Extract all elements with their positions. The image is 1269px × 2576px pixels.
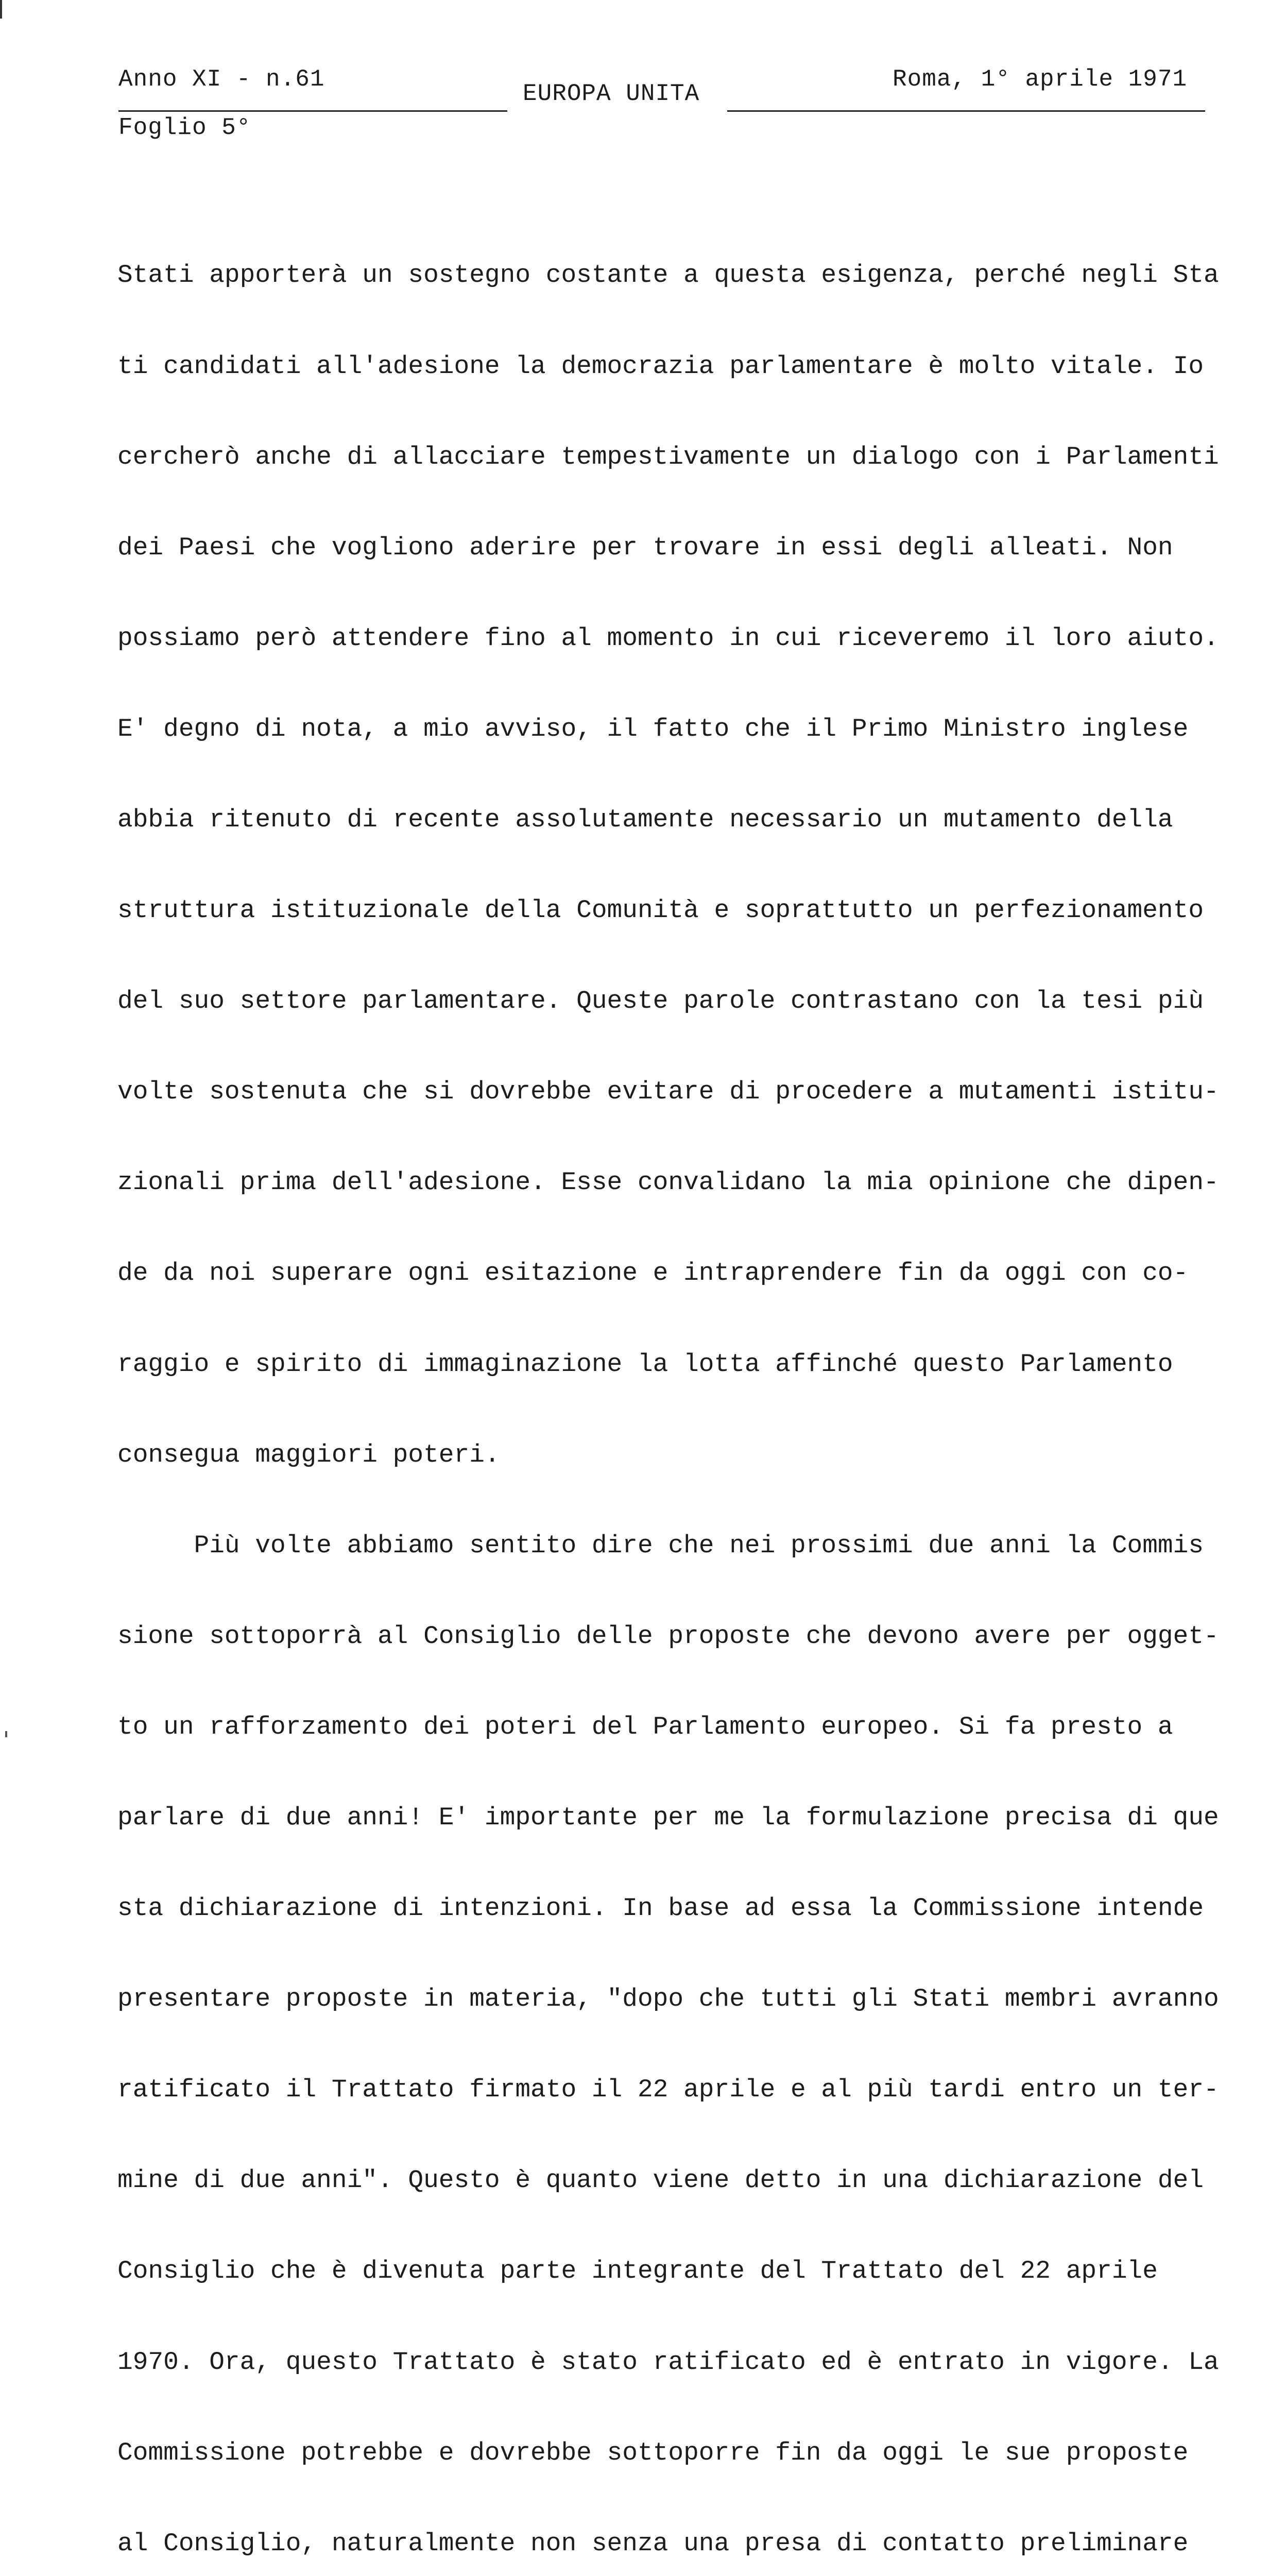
sheet-number: Foglio 5° (118, 114, 251, 141)
text-line: E' degno di nota, a mio avviso, il fatto che il Primo Ministro inglese (117, 714, 1189, 743)
text-line: del suo settore parlamentare. Queste parole contrastano con la tesi più (117, 987, 1204, 1016)
issue-number: Anno XI - n.61 (118, 66, 325, 93)
text-line: ratificato il Trattato firmato il 22 aprile e al più tardi entro un ter- (117, 2075, 1219, 2105)
text-line: Più volte abbiamo sentito dire che nei prossimi due anni la Commis (117, 1531, 1204, 1560)
text-line: sione sottoporrà al Consiglio delle proposte che devono avere per ogget- (117, 1621, 1219, 1651)
text-line: zionali prima dell'adesione. Esse convalidano la mia opinione che dipen- (117, 1168, 1219, 1197)
text-line: mine di due anni". Questo è quanto viene detto in una dichiarazione del (117, 2166, 1204, 2195)
publication-title: EUROPA UNITA (523, 80, 700, 107)
scan-edge-mark (0, 0, 2, 19)
text-line: struttura istituzionale della Comunità e soprattutto un perfezionamento (117, 896, 1204, 925)
text-line: presentare proposte in materia, "dopo che tutti gli Stati membri avranno (117, 1985, 1219, 2014)
text-line: Consiglio che è divenuta parte integrante del Trattato del 22 aprile (117, 2257, 1158, 2286)
text-line: de da noi superare ogni esitazione e intraprendere fin da oggi con co- (117, 1259, 1189, 1288)
text-line: consegua maggiori poteri. (117, 1440, 500, 1469)
text-line: possiamo però attendere fino al momento in cui riceveremo il loro aiuto. (117, 623, 1219, 653)
place-date: Roma, 1° aprile 1971 (893, 66, 1188, 93)
text-line: Stati apporterà un sostegno costante a questa esigenza, perché negli Sta (117, 261, 1219, 290)
text-line: volte sostenuta che si dovrebbe evitare di procedere a mutamenti istitu- (117, 1077, 1219, 1107)
scan-margin-mark (5, 1731, 7, 1737)
text-line: parlare di due anni! E' importante per me la formulazione precisa di que (117, 1803, 1219, 1832)
body-text (117, 200, 1250, 2576)
text-line: sta dichiarazione di intenzioni. In base ad essa la Commissione intende (117, 1894, 1204, 1923)
text-line: to un rafforzamento dei poteri del Parlamento europeo. Si fa presto a (117, 1712, 1173, 1741)
text-line: Commissione potrebbe e dovrebbe sottoporre fin da oggi le sue proposte (117, 2438, 1189, 2467)
header-rule-right (727, 110, 1205, 112)
text-line: raggio e spirito di immaginazione la lotta affinché questo Parlamento (117, 1349, 1173, 1379)
text-line: dei Paesi che vogliono aderire per trovare in essi degli alleati. Non (117, 533, 1173, 562)
text-line: 1970. Ora, questo Trattato è stato ratificato ed è entrato in vigore. La (117, 2347, 1219, 2377)
text-line: abbia ritenuto di recente assolutamente necessario un mutamento della (117, 805, 1173, 834)
text-line: al Consiglio, naturalmente non senza una presa di contatto preliminare (117, 2529, 1189, 2558)
header-rule-left (118, 110, 507, 112)
text-line: ti candidati all'adesione la democrazia parlamentare è molto vitale. Io (117, 351, 1204, 381)
text-line: cercherò anche di allacciare tempestivamente un dialogo con i Parlamenti (117, 442, 1219, 471)
